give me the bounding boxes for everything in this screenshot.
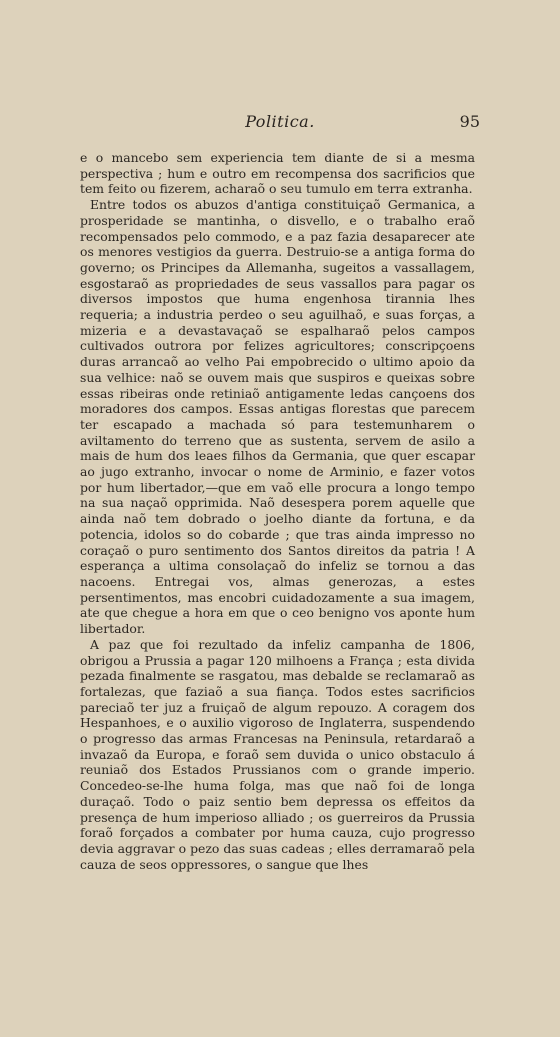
body-text [80, 150, 475, 872]
paragraph-1: e o mancebo sem experiencia tem diante de si a mesma perspectiva ; hum e outro em recompensa dos sacrificios que tem feito ou fizerem, acharaõ o seu tumulo em terra extranha. [80, 150, 475, 197]
page-header [80, 112, 480, 136]
paragraph-2: Entre todos os abuzos d'antiga constituiçaõ Germanica, a prosperidade se mantinha, o disvello, e o trabalho eraõ recompensados pelo commodo, e a paz fazia desaparecer ate os menores vestigios da guerra. Destruio-se a antiga forma do governo; os Principes da Allemanha, sugeitos a vassallagem, esgostaraõ as propriedades de seus vassallos para pagar os diversos impostos que huma engenhosa tirannia lhes requeria; a industria perdeo o seu aguilhaõ, e suas forças, a mizeria e a devastavaçaõ se espalharaõ pelos campos cultivados outrora por felizes agricultores; conscripçoens duras arrancaõ ao velho Pai empobrecido o ultimo apoio da sua velhice: naõ se ouvem mais que suspiros e queixas sobre essas ribeiras onde retiniaõ antigamente ledas cançoens dos moradores dos campos. Essas antigas florestas que parecem ter escapado a machada só para testemunharem o aviltamento do terreno que as sustenta, servem de asilo a mais de hum dos leaes filhos da Germania, que quer escapar ao jugo extranho, invocar o nome de Arminio, e fazer votos por hum libertador,—que em vaõ elle procura a longo tempo na sua naçaõ opprimida. Naõ desespera porem aquelle que ainda naõ tem dobrado o joelho diante da fortuna, e da potencia, idolos so do cobarde ; que tras ainda impresso no coraçaõ o puro sentimento dos Santos direitos da patria ! A esperança a ultima consolaçaõ do infeliz se tornou a das nacoens. Entregai vos, almas generozas, a estes persentimentos, mas encobri cuidadozamente a sua imagem, ate que chegue a hora em que o ceo benigno vos aponte hum libertador. [80, 197, 475, 637]
page-number: 95 [459, 112, 480, 131]
running-title: Politica. [245, 112, 315, 131]
paragraph-3: A paz que foi rezultado da infeliz campanha de 1806, obrigou a Prussia a pagar 120 milhoens a França ; esta divida pezada finalmente se rasgatou, mas debalde se reclamaraõ as fortalezas, que faziaõ a sua fiança. Todos estes sacrificios pareciaõ ter juz a fruiçaõ de algum repouzo. A coragem dos Hespanhoes, e o auxilio vigoroso de Inglaterra, suspendendo o progresso das armas Francesas na Peninsula, retardaraõ a invazaõ da Europa, e foraõ sem duvida o unico obstaculo á reuniaõ dos Estados Prussianos com o grande imperio. Concedeo-se-lhe huma folga, mas que naõ foi de longa duraçaõ. Todo o paiz sentio bem depressa os effeitos da presença de hum imperioso alliado ; os guerreiros da Prussia foraõ forçados a combater por huma cauza, cujo progresso devia aggravar o pezo das suas cadeas ; elles derramaraõ pela cauza de seos oppressores, o sangue que lhes [80, 636, 475, 872]
